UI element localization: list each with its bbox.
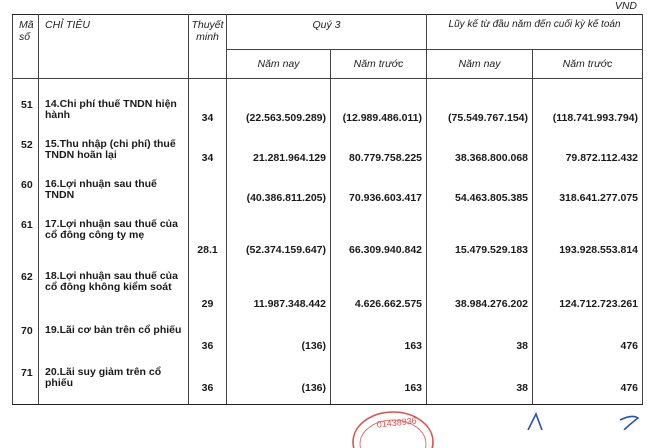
- row-item: 17.Lợi nhuận sau thuế của cổ đông công ty mẹ: [39, 209, 189, 261]
- row-ytd-last-year: 476: [533, 315, 643, 357]
- spacer-row: [13, 79, 643, 89]
- table-row: [13, 169, 643, 209]
- income-statement-table: [12, 14, 643, 405]
- row-ytd-this-year: 38: [427, 357, 533, 405]
- row-q3-last-year: 80.779.758.225: [331, 129, 427, 169]
- row-q3-this-year: (136): [227, 357, 331, 405]
- row-code: 61: [13, 209, 39, 261]
- row-code: 52: [13, 129, 39, 169]
- table-row: [13, 89, 643, 129]
- company-seal: [350, 408, 436, 448]
- row-ytd-this-year: (75.549.767.154): [427, 89, 533, 129]
- row-q3-last-year: 163: [331, 315, 427, 357]
- row-q3-last-year: (12.989.486.011): [331, 89, 427, 129]
- row-ytd-last-year: 79.872.112.432: [533, 129, 643, 169]
- header-code: [13, 15, 39, 79]
- row-q3-this-year: (22.563.509.289): [227, 89, 331, 129]
- table-row: [13, 357, 643, 405]
- row-item: 19.Lãi cơ bản trên cổ phiếu: [39, 315, 189, 357]
- row-q3-this-year: (52.374.159.647): [227, 209, 331, 261]
- row-ytd-this-year: 38.368.800.068: [427, 129, 533, 169]
- table-row: [13, 315, 643, 357]
- row-note: 36: [189, 315, 227, 357]
- row-item: 14.Chi phí thuế TNDN hiện hành: [39, 89, 189, 129]
- currency-unit: VND: [614, 0, 637, 12]
- row-code: 51: [13, 89, 39, 129]
- row-ytd-last-year: 193.928.553.814: [533, 209, 643, 261]
- header-item: [39, 15, 189, 79]
- row-item: 15.Thu nhập (chi phí) thuế TNDN hoãn lại: [39, 129, 189, 169]
- svg-text:01438936: 01438936: [376, 415, 418, 430]
- header-row-1: [13, 15, 643, 50]
- table-row: [13, 261, 643, 315]
- row-ytd-this-year: 38: [427, 315, 533, 357]
- header-ytd-this-year: Năm nay: [427, 50, 533, 79]
- row-note: 34: [189, 129, 227, 169]
- row-note: 34: [189, 89, 227, 129]
- table-row: [13, 209, 643, 261]
- header-group-q3-label: Quý 3: [312, 19, 341, 31]
- header-q3-this-year: Năm nay: [227, 50, 331, 79]
- row-note: 28.1: [189, 209, 227, 261]
- row-note: [189, 169, 227, 209]
- row-ytd-this-year: 54.463.805.385: [427, 169, 533, 209]
- header-code-label: Mã số: [19, 19, 34, 43]
- row-item: 20.Lãi suy giảm trên cổ phiếu: [39, 357, 189, 405]
- row-q3-this-year: 11.987.348.442: [227, 261, 331, 315]
- header-note: [189, 15, 227, 79]
- row-code: 70: [13, 315, 39, 357]
- row-item: 16.Lợi nhuận sau thuế TNDN: [39, 169, 189, 209]
- row-code: 71: [13, 357, 39, 405]
- header-group-q3: [227, 15, 427, 50]
- header-note-label: Thuyết minh: [191, 19, 224, 43]
- row-q3-this-year: (136): [227, 315, 331, 357]
- row-code: 62: [13, 261, 39, 315]
- row-note: 29: [189, 261, 227, 315]
- row-q3-last-year: 66.309.940.842: [331, 209, 427, 261]
- row-ytd-this-year: 15.479.529.183: [427, 209, 533, 261]
- row-q3-last-year: 70.936.603.417: [331, 169, 427, 209]
- row-q3-this-year: 21.281.964.129: [227, 129, 331, 169]
- header-group-ytd: [427, 15, 643, 50]
- row-item: 18.Lợi nhuận sau thuế của cổ đông không kiểm soát: [39, 261, 189, 315]
- row-q3-last-year: 4.626.662.575: [331, 261, 427, 315]
- row-code: 60: [13, 169, 39, 209]
- row-note: 36: [189, 357, 227, 405]
- header-item-label: CHỈ TIÊU: [45, 19, 90, 31]
- header-group-ytd-label: Lũy kế từ đầu năm đến cuối kỳ kế toán: [448, 19, 621, 30]
- header-q3-last-year: Năm trước: [331, 50, 427, 79]
- row-ytd-last-year: (118.741.993.794): [533, 89, 643, 129]
- row-q3-last-year: 163: [331, 357, 427, 405]
- signature: [520, 410, 650, 430]
- row-ytd-last-year: 318.641.277.075: [533, 169, 643, 209]
- row-q3-this-year: (40.386.811.205): [227, 169, 331, 209]
- table-row: [13, 129, 643, 169]
- row-ytd-last-year: 124.712.723.261: [533, 261, 643, 315]
- row-ytd-this-year: 38.984.276.202: [427, 261, 533, 315]
- header-ytd-last-year: Năm trước: [533, 50, 643, 79]
- row-ytd-last-year: 476: [533, 357, 643, 405]
